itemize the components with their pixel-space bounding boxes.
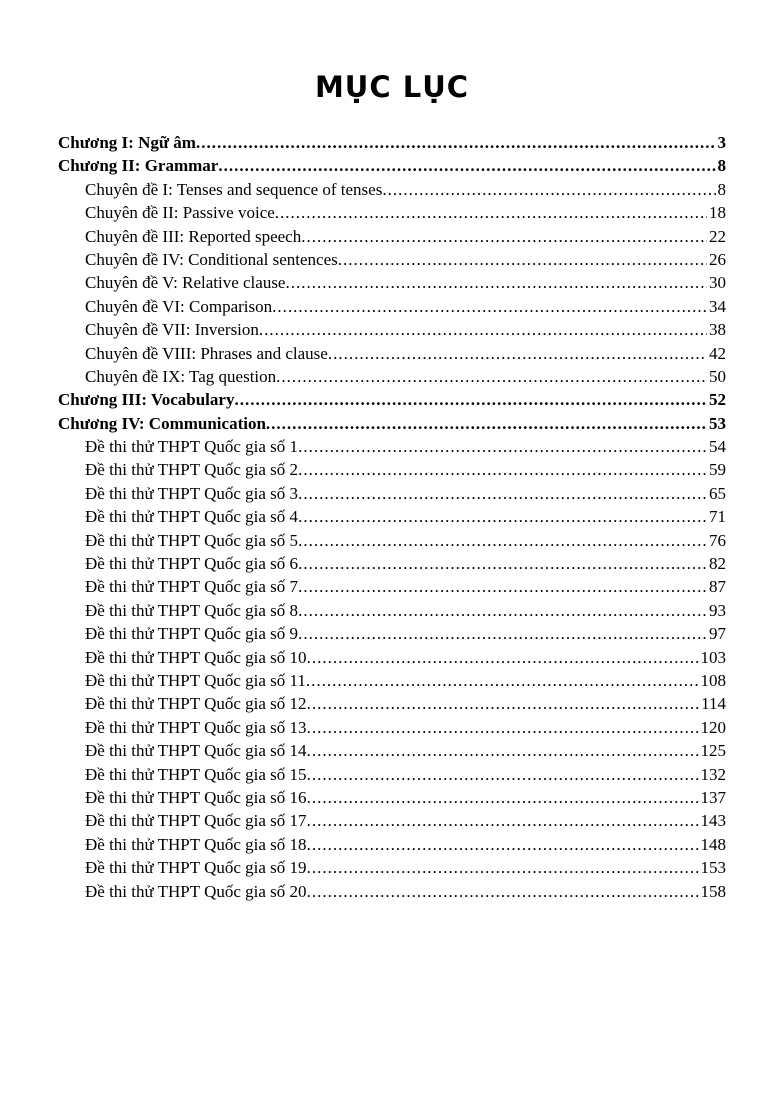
- toc-entry-label: Chuyên đề VIII: Phrases and clause: [85, 343, 328, 363]
- toc-entry-label: Đề thi thử THPT Quốc gia số 20: [85, 881, 307, 901]
- toc-entry-page: 97: [709, 624, 726, 644]
- toc-entry-page: 148: [700, 834, 726, 854]
- toc-entry-label: Đề thi thử THPT Quốc gia số 10: [85, 647, 307, 667]
- dot-leader: [307, 809, 699, 832]
- toc-entry-label: Chương III: Vocabulary: [58, 390, 235, 410]
- toc-entry-page: 65: [709, 483, 726, 503]
- toc-entry-label: Đề thi thử THPT Quốc gia số 17: [85, 811, 307, 831]
- toc-entry-label: Đề thi thử THPT Quốc gia số 19: [85, 858, 307, 878]
- dot-leader: [298, 435, 707, 458]
- toc-entry[interactable]: [58, 201, 726, 224]
- toc-entry-page: 34: [709, 296, 726, 316]
- dot-leader: [298, 458, 707, 481]
- toc-entry-label: Chuyên đề III: Reported speech: [85, 226, 302, 246]
- toc-entry-label: Đề thi thử THPT Quốc gia số 14: [85, 741, 307, 761]
- dot-leader: [307, 716, 699, 739]
- dot-leader: [298, 505, 707, 528]
- toc-entry-label: Chương II: Grammar: [58, 156, 219, 176]
- toc-entry[interactable]: [58, 692, 726, 715]
- toc-entry-label: Chuyên đề I: Tenses and sequence of tenses: [85, 179, 383, 199]
- dot-leader: [272, 295, 707, 318]
- dot-leader: [285, 271, 707, 294]
- toc-entry[interactable]: [58, 248, 726, 271]
- toc-entry[interactable]: [58, 435, 726, 458]
- toc-entry-label: Đề thi thử THPT Quốc gia số 9: [85, 624, 299, 644]
- toc-entry[interactable]: [58, 646, 726, 669]
- dot-leader: [298, 552, 707, 575]
- toc-entry[interactable]: [58, 131, 726, 154]
- toc-entry[interactable]: [58, 295, 726, 318]
- dot-leader: [382, 178, 715, 201]
- toc-entry-label: Chuyên đề VI: Comparison: [85, 296, 273, 316]
- toc-entry-page: 3: [717, 133, 726, 152]
- toc-entry-page: 143: [700, 811, 726, 831]
- toc-entry[interactable]: [58, 575, 726, 598]
- toc-entry-label: Đề thi thử THPT Quốc gia số 6: [85, 554, 299, 574]
- toc-entry-page: 103: [700, 647, 726, 667]
- toc-entry-page: 53: [709, 413, 726, 433]
- toc-entry[interactable]: [58, 318, 726, 341]
- toc-entry[interactable]: [58, 178, 726, 201]
- toc-entry-label: Đề thi thử THPT Quốc gia số 4: [85, 507, 299, 527]
- toc-entry-page: 82: [709, 554, 726, 574]
- dot-leader: [218, 154, 715, 177]
- toc-entry-label: Đề thi thử THPT Quốc gia số 5: [85, 530, 299, 550]
- toc-entry-label: Chuyên đề II: Passive voice: [85, 203, 275, 223]
- dot-leader: [307, 833, 699, 856]
- dot-leader: [307, 646, 699, 669]
- toc-entry[interactable]: [58, 505, 726, 528]
- toc-entry[interactable]: [58, 880, 726, 903]
- toc-entry-label: Chuyên đề V: Relative clause: [85, 273, 286, 293]
- toc-entry-label: Đề thi thử THPT Quốc gia số 12: [85, 694, 307, 714]
- dot-leader: [307, 692, 700, 715]
- dot-leader: [298, 482, 707, 505]
- toc-entry-page: 87: [709, 577, 726, 597]
- toc-entry-page: 54: [709, 437, 726, 457]
- toc-entry-page: 52: [709, 390, 726, 410]
- dot-leader: [259, 318, 707, 341]
- toc-entry[interactable]: [58, 763, 726, 786]
- dot-leader: [196, 131, 716, 154]
- toc-entry[interactable]: [58, 154, 726, 177]
- toc-entry-page: 132: [700, 764, 726, 784]
- toc-entry[interactable]: [58, 225, 726, 248]
- toc-entry[interactable]: [58, 786, 726, 809]
- toc-entry-page: 71: [709, 507, 726, 527]
- toc-entry-label: Đề thi thử THPT Quốc gia số 3: [85, 483, 299, 503]
- dot-leader: [307, 739, 699, 762]
- toc-entry[interactable]: [58, 458, 726, 481]
- toc-entry[interactable]: [58, 388, 726, 411]
- toc-entry[interactable]: [58, 365, 726, 388]
- toc-entry-page: 158: [700, 881, 726, 901]
- dot-leader: [298, 575, 707, 598]
- dot-leader: [328, 342, 707, 365]
- toc-entry-page: 108: [700, 670, 726, 690]
- toc-entry-page: 76: [709, 530, 726, 550]
- dot-leader: [301, 225, 707, 248]
- toc-entry-page: 114: [701, 694, 726, 714]
- toc-entry-page: 120: [700, 717, 726, 737]
- dot-leader: [276, 365, 707, 388]
- toc-entry-page: 38: [709, 320, 726, 340]
- dot-leader: [298, 599, 707, 622]
- page-title: MỤC LỤC: [314, 70, 470, 104]
- toc-entry[interactable]: [58, 342, 726, 365]
- toc-entry-page: 26: [709, 249, 726, 269]
- toc-entry[interactable]: [58, 833, 726, 856]
- toc-entry-label: Đề thi thử THPT Quốc gia số 8: [85, 600, 299, 620]
- toc-entry-label: Chuyên đề IX: Tag question: [85, 366, 277, 386]
- toc-entry-page: 59: [709, 460, 726, 480]
- dot-leader: [306, 669, 699, 692]
- toc-entry-label: Đề thi thử THPT Quốc gia số 7: [85, 577, 299, 597]
- toc-entry-label: Chương IV: Communication: [58, 413, 266, 433]
- table-of-contents: [58, 131, 726, 903]
- dot-leader: [307, 856, 699, 879]
- toc-entry-label: Chuyên đề VII: Inversion: [85, 320, 259, 340]
- toc-entry[interactable]: [58, 622, 726, 645]
- dot-leader: [338, 248, 707, 271]
- toc-entry[interactable]: [58, 739, 726, 762]
- toc-entry[interactable]: [58, 271, 726, 294]
- toc-entry-label: Đề thi thử THPT Quốc gia số 18: [85, 834, 307, 854]
- dot-leader: [307, 786, 699, 809]
- toc-entry-page: 125: [700, 741, 726, 761]
- toc-entry-label: Đề thi thử THPT Quốc gia số 11: [85, 670, 306, 690]
- toc-entry-label: Đề thi thử THPT Quốc gia số 16: [85, 787, 307, 807]
- toc-entry[interactable]: [58, 716, 726, 739]
- toc-entry-label: Chuyên đề IV: Conditional sentences: [85, 249, 338, 269]
- toc-entry-label: Đề thi thử THPT Quốc gia số 13: [85, 717, 307, 737]
- toc-entry-page: 93: [709, 600, 726, 620]
- toc-entry-label: Đề thi thử THPT Quốc gia số 15: [85, 764, 307, 784]
- toc-entry-page: 42: [709, 343, 726, 363]
- toc-entry-page: 8: [717, 156, 726, 176]
- dot-leader: [234, 388, 707, 411]
- toc-entry[interactable]: [58, 412, 726, 435]
- toc-entry[interactable]: [58, 809, 726, 832]
- toc-entry-page: 18: [709, 203, 726, 223]
- toc-entry-label: Đề thi thử THPT Quốc gia số 2: [85, 460, 299, 480]
- toc-entry-page: 8: [717, 179, 726, 199]
- dot-leader: [298, 529, 707, 552]
- toc-entry-page: 153: [700, 858, 726, 878]
- toc-entry-page: 137: [700, 787, 726, 807]
- toc-entry-label: Chương I: Ngữ âm: [58, 133, 196, 152]
- dot-leader: [307, 763, 699, 786]
- toc-entry-page: 50: [709, 366, 726, 386]
- toc-entry-label: Đề thi thử THPT Quốc gia số 1: [85, 437, 299, 457]
- toc-entry[interactable]: [58, 529, 726, 552]
- dot-leader: [275, 201, 707, 224]
- dot-leader: [298, 622, 707, 645]
- toc-entry-page: 30: [709, 273, 726, 293]
- dot-leader: [266, 412, 707, 435]
- toc-entry-page: 22: [709, 226, 726, 246]
- toc-entry[interactable]: [58, 669, 726, 692]
- toc-entry[interactable]: [58, 599, 726, 622]
- toc-entry[interactable]: [58, 856, 726, 879]
- toc-entry[interactable]: [58, 482, 726, 505]
- toc-entry[interactable]: [58, 552, 726, 575]
- dot-leader: [307, 880, 699, 903]
